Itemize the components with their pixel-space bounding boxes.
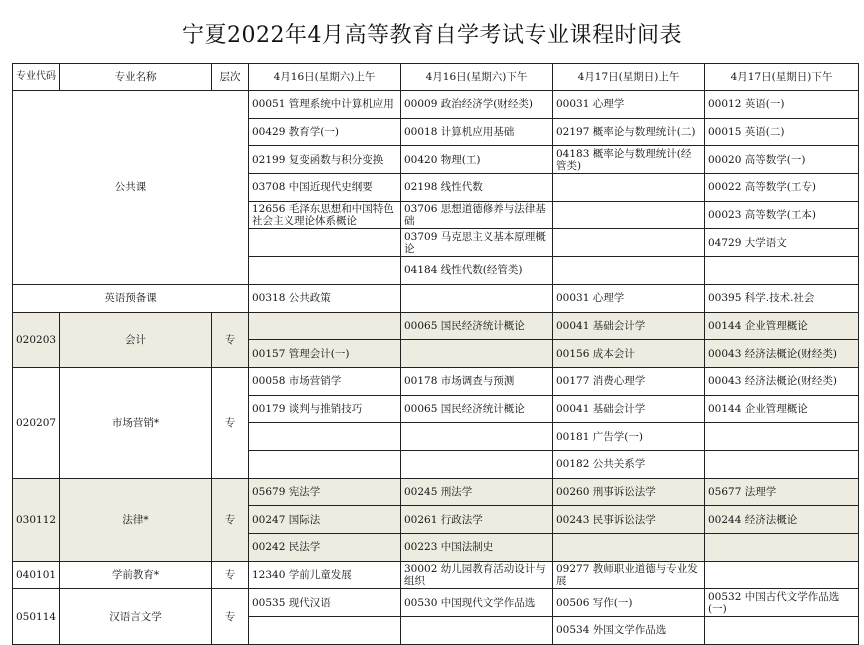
- table-row: [13, 284, 859, 312]
- course-cell: 05677 法理学: [705, 478, 859, 506]
- header-row: [13, 64, 859, 91]
- major-code: 050114: [13, 589, 60, 644]
- course-cell: [553, 257, 705, 285]
- course-cell: 00534 外国文学作品选: [553, 617, 705, 645]
- course-cell: 00012 英语(一): [705, 91, 859, 119]
- header-session-3: 4月17日(星期日)上午: [553, 64, 705, 91]
- course-cell: [705, 257, 859, 285]
- major-name: 法律*: [60, 478, 212, 561]
- major-name: 公共课: [13, 91, 249, 285]
- course-cell: 00179 谈判与推销技巧: [249, 395, 401, 423]
- course-cell: 00018 计算机应用基础: [401, 118, 553, 146]
- course-cell: [705, 534, 859, 562]
- course-cell: 00043 经济法概论(财经类): [705, 340, 859, 368]
- course-cell: 00009 政治经济学(财经类): [401, 91, 553, 119]
- major-name: 市场营销*: [60, 367, 212, 478]
- major-name: 汉语言文学: [60, 589, 212, 644]
- course-cell: 00429 教育学(一): [249, 118, 401, 146]
- major-level: 专: [212, 367, 249, 478]
- course-cell: [401, 450, 553, 478]
- course-cell: 02199 复变函数与积分变换: [249, 146, 401, 174]
- course-cell: [401, 284, 553, 312]
- table-row: [13, 91, 859, 119]
- major-code: 020203: [13, 312, 60, 367]
- course-cell: 00031 心理学: [553, 284, 705, 312]
- table-row: [13, 589, 859, 617]
- course-cell: [401, 423, 553, 451]
- course-cell: [249, 229, 401, 257]
- course-cell: 00395 科学.技术.社会: [705, 284, 859, 312]
- major-code: 020207: [13, 367, 60, 478]
- header-session-1: 4月16日(星期六)上午: [249, 64, 401, 91]
- course-cell: [705, 617, 859, 645]
- course-cell: 00420 物理(工): [401, 146, 553, 174]
- course-cell: 00015 英语(二): [705, 118, 859, 146]
- course-cell: 00242 民法学: [249, 534, 401, 562]
- course-cell: 04184 线性代数(经管类): [401, 257, 553, 285]
- table-row: [13, 367, 859, 395]
- course-cell: [705, 561, 859, 589]
- header-code: 专业代码: [13, 64, 60, 91]
- course-cell: 00506 写作(一): [553, 589, 705, 617]
- header-session-2: 4月16日(星期六)下午: [401, 64, 553, 91]
- course-cell: 00182 公共关系学: [553, 450, 705, 478]
- course-cell: 12340 学前儿童发展: [249, 561, 401, 589]
- course-cell: [249, 450, 401, 478]
- course-cell: [249, 423, 401, 451]
- course-cell: [553, 201, 705, 229]
- course-cell: [553, 229, 705, 257]
- major-name: 学前教育*: [60, 561, 212, 589]
- course-cell: 04183 概率论与数理统计(经管类): [553, 146, 705, 174]
- course-cell: 00020 高等数学(一): [705, 146, 859, 174]
- table-row: [13, 478, 859, 506]
- course-cell: 03709 马克思主义基本原理概论: [401, 229, 553, 257]
- table-row: [13, 561, 859, 589]
- course-cell: [705, 423, 859, 451]
- major-code: 040101: [13, 561, 60, 589]
- course-cell: 00223 中国法制史: [401, 534, 553, 562]
- course-cell: [249, 617, 401, 645]
- course-cell: 00065 国民经济统计概论: [401, 312, 553, 340]
- course-cell: [553, 534, 705, 562]
- course-cell: 00177 消费心理学: [553, 367, 705, 395]
- course-cell: 00178 市场调查与预测: [401, 367, 553, 395]
- course-cell: 00144 企业管理概论: [705, 312, 859, 340]
- major-level: 专: [212, 561, 249, 589]
- course-cell: [249, 257, 401, 285]
- course-cell: 00532 中国古代文学作品选(一): [705, 589, 859, 617]
- major-level: 专: [212, 589, 249, 644]
- course-cell: 04729 大学语文: [705, 229, 859, 257]
- course-cell: [401, 617, 553, 645]
- course-cell: [705, 450, 859, 478]
- course-cell: 00243 民事诉讼法学: [553, 506, 705, 534]
- major-name: 会计: [60, 312, 212, 367]
- course-cell: 00260 刑事诉讼法学: [553, 478, 705, 506]
- course-cell: 00022 高等数学(工专): [705, 174, 859, 202]
- course-cell: 00043 经济法概论(财经类): [705, 367, 859, 395]
- course-cell: [249, 312, 401, 340]
- course-cell: [401, 340, 553, 368]
- course-cell: 02198 线性代数: [401, 174, 553, 202]
- course-cell: 05679 宪法学: [249, 478, 401, 506]
- major-level: 专: [212, 478, 249, 561]
- course-cell: 00144 企业管理概论: [705, 395, 859, 423]
- major-level: 专: [212, 312, 249, 367]
- course-cell: 00041 基础会计学: [553, 395, 705, 423]
- course-cell: 00535 现代汉语: [249, 589, 401, 617]
- schedule-table: [12, 63, 859, 645]
- course-cell: 00051 管理系统中计算机应用: [249, 91, 401, 119]
- table-row: [13, 312, 859, 340]
- course-cell: 00318 公共政策: [249, 284, 401, 312]
- course-cell: 00156 成本会计: [553, 340, 705, 368]
- course-cell: 00031 心理学: [553, 91, 705, 119]
- course-cell: 00261 行政法学: [401, 506, 553, 534]
- course-cell: 00157 管理会计(一): [249, 340, 401, 368]
- course-cell: [553, 174, 705, 202]
- course-cell: 00247 国际法: [249, 506, 401, 534]
- major-code: 030112: [13, 478, 60, 561]
- course-cell: 12656 毛泽东思想和中国特色社会主义理论体系概论: [249, 201, 401, 229]
- course-cell: 00065 国民经济统计概论: [401, 395, 553, 423]
- major-name: 英语预备课: [13, 284, 249, 312]
- course-cell: 00244 经济法概论: [705, 506, 859, 534]
- course-cell: 00023 高等数学(工本): [705, 201, 859, 229]
- course-cell: 00181 广告学(一): [553, 423, 705, 451]
- course-cell: 00530 中国现代文学作品选: [401, 589, 553, 617]
- course-cell: 02197 概率论与数理统计(二): [553, 118, 705, 146]
- course-cell: 00041 基础会计学: [553, 312, 705, 340]
- course-cell: 00245 刑法学: [401, 478, 553, 506]
- header-level: 层次: [212, 64, 249, 91]
- header-name: 专业名称: [60, 64, 212, 91]
- course-cell: 09277 教师职业道德与专业发展: [553, 561, 705, 589]
- course-cell: 30002 幼儿园教育活动设计与组织: [401, 561, 553, 589]
- course-cell: 03706 思想道德修养与法律基础: [401, 201, 553, 229]
- header-session-4: 4月17日(星期日)下午: [705, 64, 859, 91]
- page-title: 宁夏2022年4月高等教育自学考试专业课程时间表: [182, 23, 682, 48]
- course-cell: 00058 市场营销学: [249, 367, 401, 395]
- course-cell: 03708 中国近现代史纲要: [249, 174, 401, 202]
